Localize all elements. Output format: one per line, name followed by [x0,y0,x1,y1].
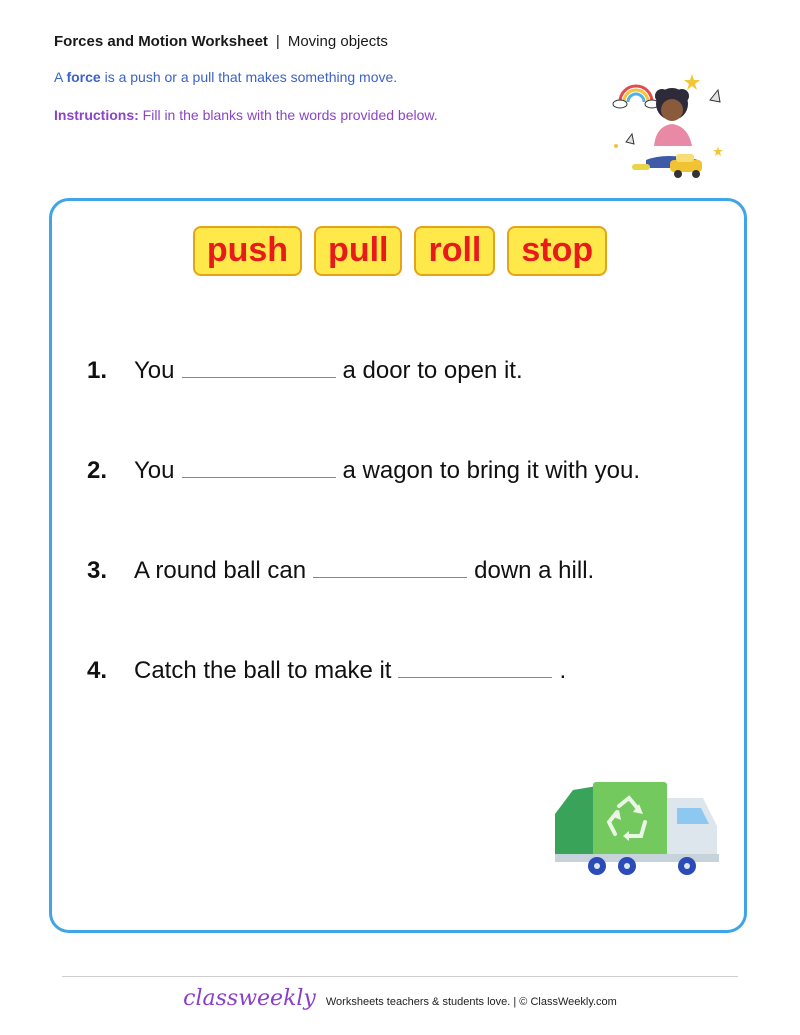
classweekly-logo: classweekly [183,986,316,1011]
answer-blank[interactable] [182,453,336,478]
question-text-after: down a hill. [474,557,595,584]
question-text-before: You [134,357,175,384]
word-bank [0,226,800,276]
footer [0,986,800,1011]
answer-blank[interactable] [398,653,552,678]
question-number: 4. [87,657,108,684]
instructions-line [54,107,438,123]
title-separator: | [275,33,280,50]
question-number: 1. [87,357,108,384]
answer-blank[interactable] [313,553,467,578]
title-text: Forces and Motion Worksheet [54,33,268,50]
question-text-after: a door to open it. [342,357,523,384]
word-chip-push: push [193,226,302,276]
definition-rest: is a push or a pull that makes something move. [104,69,398,85]
word-chip-roll: roll [414,226,495,276]
child-playing-with-toy-car-icon [606,68,730,184]
definition-line [54,69,397,85]
word-chip-pull: pull [314,226,402,276]
question-1 [87,353,523,385]
instructions-label: Instructions: [54,107,139,123]
question-text-after: a wagon to bring it with you. [342,457,641,484]
footer-text: Worksheets teachers & students love. | © ClassWeekly.com [325,996,617,1008]
recycling-truck-icon [553,778,721,878]
answer-blank[interactable] [182,353,336,378]
question-4 [87,653,566,685]
question-text-before: Catch the ball to make it [134,657,392,684]
instructions-text: Fill in the blanks with the words provided below. [142,107,438,123]
question-2 [87,453,640,485]
question-text-before: You [134,457,175,484]
question-text-after: . [559,657,567,684]
definition-term: force [66,69,101,85]
worksheet-title [54,33,388,50]
question-number: 3. [87,557,108,584]
subtitle-text: Moving objects [287,33,388,50]
definition-prefix: A [54,69,63,85]
question-3 [87,553,594,585]
footer-divider [62,976,738,977]
question-text-before: A round ball can [134,557,307,584]
word-chip-stop: stop [507,226,607,276]
question-number: 2. [87,457,108,484]
